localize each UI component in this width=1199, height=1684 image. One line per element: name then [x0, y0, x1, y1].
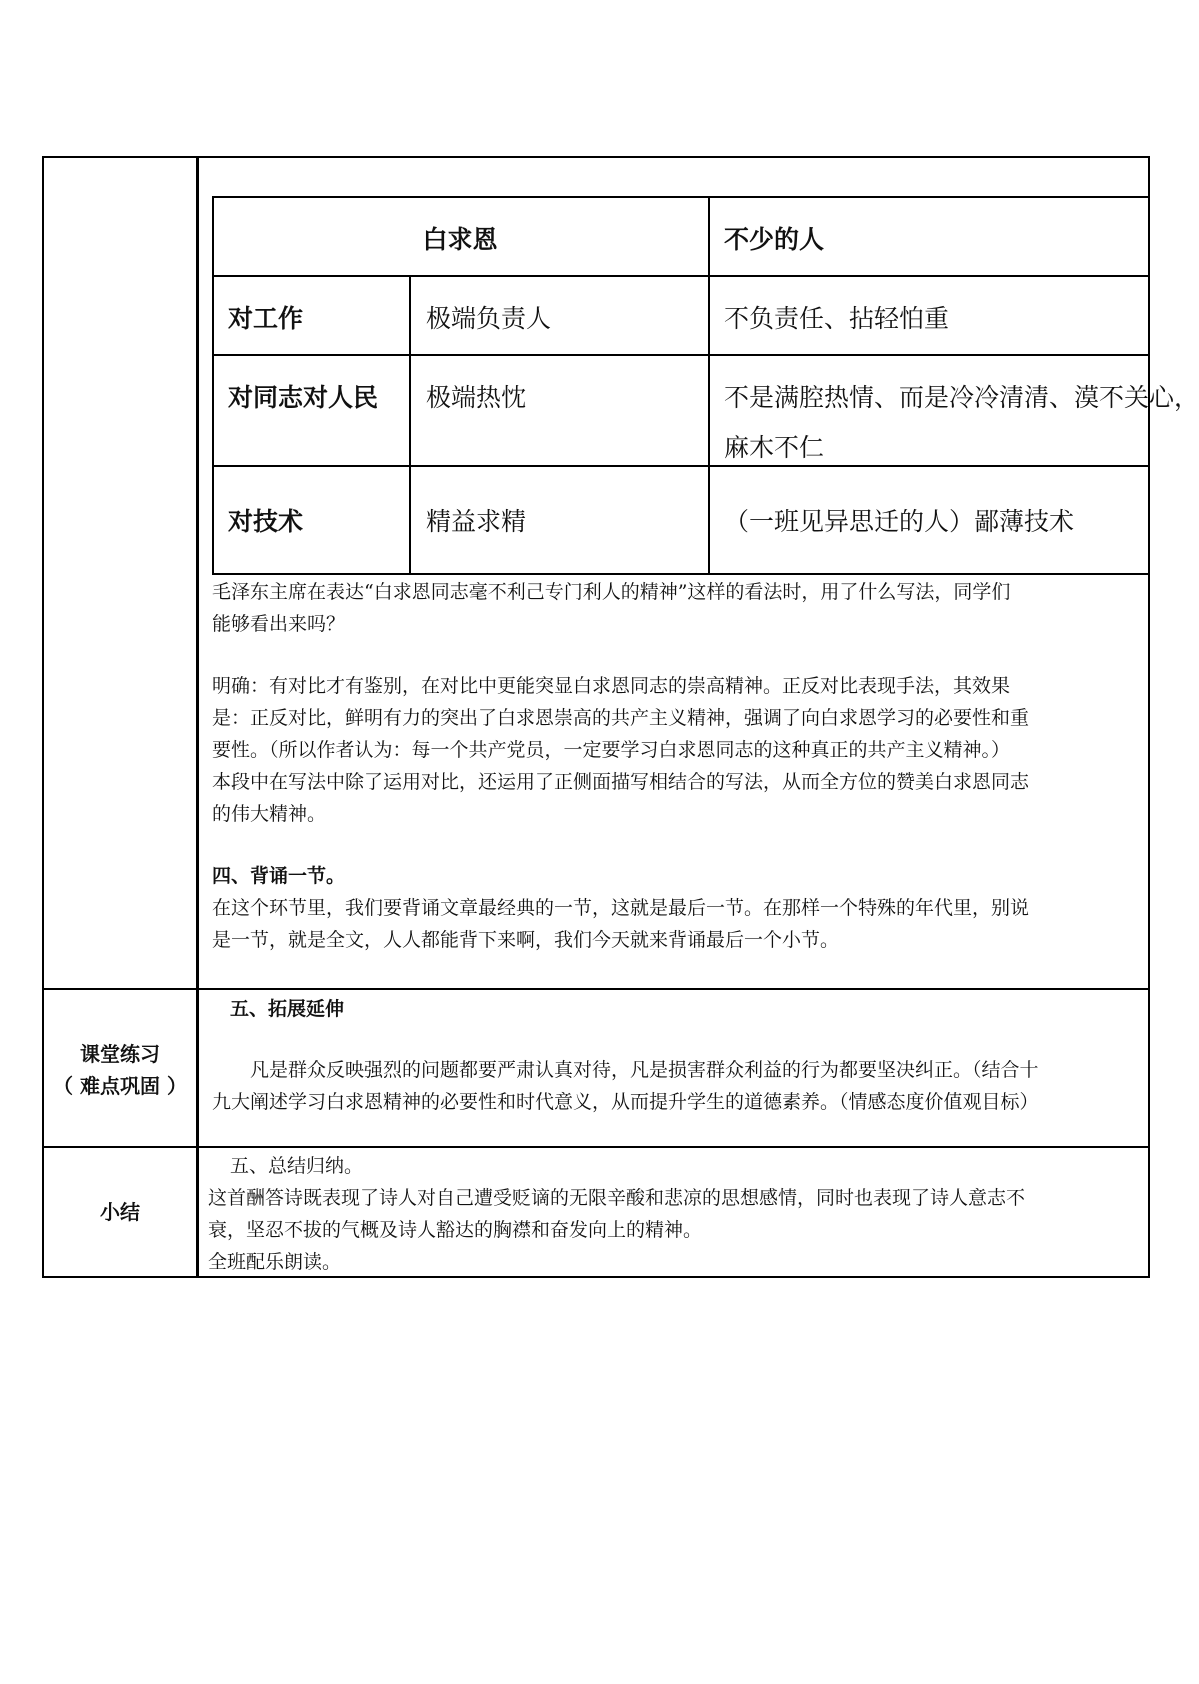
answer-line: 的伟大精神。 [212, 803, 327, 825]
cmp-row-others: 不负责任、拈轻怕重 [724, 304, 950, 333]
answer-line: 要性。（所以作者认为：每一个共产党员，一定要学习白求恩同志的这种真正的共产主义精神。） [212, 739, 1011, 761]
cmp-row-line-3 [212, 465, 1148, 467]
section4-title: 四、背诵一节。 [212, 865, 346, 887]
summary-line: 衰，坚忍不拔的气概及诗人豁达的胸襟和奋发向上的精神。 [208, 1219, 703, 1241]
summary-label: 小结 [100, 1200, 140, 1224]
discussion-block [212, 576, 1142, 956]
cmp-header-others: 不少的人 [724, 225, 825, 254]
cmp-row-line-1 [212, 275, 1148, 277]
cmp-col-line-2 [708, 196, 710, 575]
section4-line: 在这个环节里，我们要背诵文章最经典的一节，这就是最后一节。在那样一个特殊的年代里，别说 [212, 897, 1030, 919]
answer-line: 本段中在写法中除了运用对比，还运用了正侧面描写相结合的写法，从而全方位的赞美白求恩同志 [212, 771, 1030, 793]
cmp-top-border [212, 196, 1148, 198]
outer-row-divider-2 [42, 1146, 1150, 1148]
cmp-row-bethune: 极端负责人 [426, 304, 552, 333]
outer-label-divider [196, 156, 199, 1278]
cmp-row-line-2 [212, 354, 1148, 356]
summary-closing: 全班配乐朗读。 [208, 1251, 342, 1273]
cmp-row-label: 对同志对人民 [228, 383, 379, 412]
practice-line: 凡是群众反映强烈的问题都要严肃认真对待，凡是损害群众利益的行为都要坚决纠正。（结合十 [250, 1059, 1039, 1081]
answer-line: 是：正反对比，鲜明有力的突出了白求恩崇高的共产主义精神，强调了向白求恩学习的必要性和重 [212, 707, 1030, 729]
cmp-col-line-1 [409, 275, 411, 575]
practice-label-line2: （ 难点巩固 ） [53, 1074, 187, 1098]
outer-row-divider-1 [42, 988, 1150, 990]
cmp-row-others-cont: 麻木不仁 [724, 433, 825, 462]
section4-line: 是一节，就是全文，人人都能背下来啊，我们今天就来背诵最后一个小节。 [212, 929, 840, 951]
cmp-row-others: 不是满腔热情、而是冷冷清清、漠不关心， [724, 383, 1199, 412]
comparison-table [212, 196, 1199, 576]
cmp-row-label: 对工作 [228, 304, 304, 333]
practice-body [212, 1054, 1039, 1118]
summary-line: 这首酬答诗既表现了诗人对自己遭受贬谪的无限辛酸和悲凉的思想感情，同时也表现了诗人意志不 [208, 1187, 1026, 1209]
summary-title: 五、总结归纳。 [230, 1155, 364, 1177]
cmp-row-bethune: 精益求精 [426, 507, 527, 536]
answer-line: 明确：有对比才有鉴别，在对比中更能突显白求恩同志的崇高精神。正反对比表现手法，其效果 [212, 675, 1011, 697]
practice-label [44, 1038, 196, 1102]
outer-top-border [42, 156, 1150, 158]
practice-label-line1: 课堂练习 [80, 1042, 160, 1066]
practice-title: 五、拓展延伸 [230, 998, 345, 1020]
cmp-row-others: （一班见异思迁的人）鄙薄技术 [724, 507, 1075, 536]
cmp-row-label: 对技术 [228, 507, 304, 536]
question-line: 能够看出来吗？ [212, 613, 346, 635]
cmp-header-bethune: 白求恩 [422, 225, 498, 254]
practice-line: 九大阐述学习白求恩精神的必要性和时代意义，从而提升学生的道德素养。（情感态度价值观目标） [212, 1091, 1039, 1113]
outer-right-border [1148, 156, 1150, 1278]
cmp-row-bethune: 极端热忱 [426, 383, 527, 412]
outer-left-border [42, 156, 44, 1278]
question-line: 毛泽东主席在表达“白求恩同志毫不利己专门利人的精神”这样的看法时，用了什么写法，同学们 [212, 581, 1011, 603]
summary-body [208, 1150, 1025, 1278]
cmp-bottom-border [212, 573, 1148, 575]
